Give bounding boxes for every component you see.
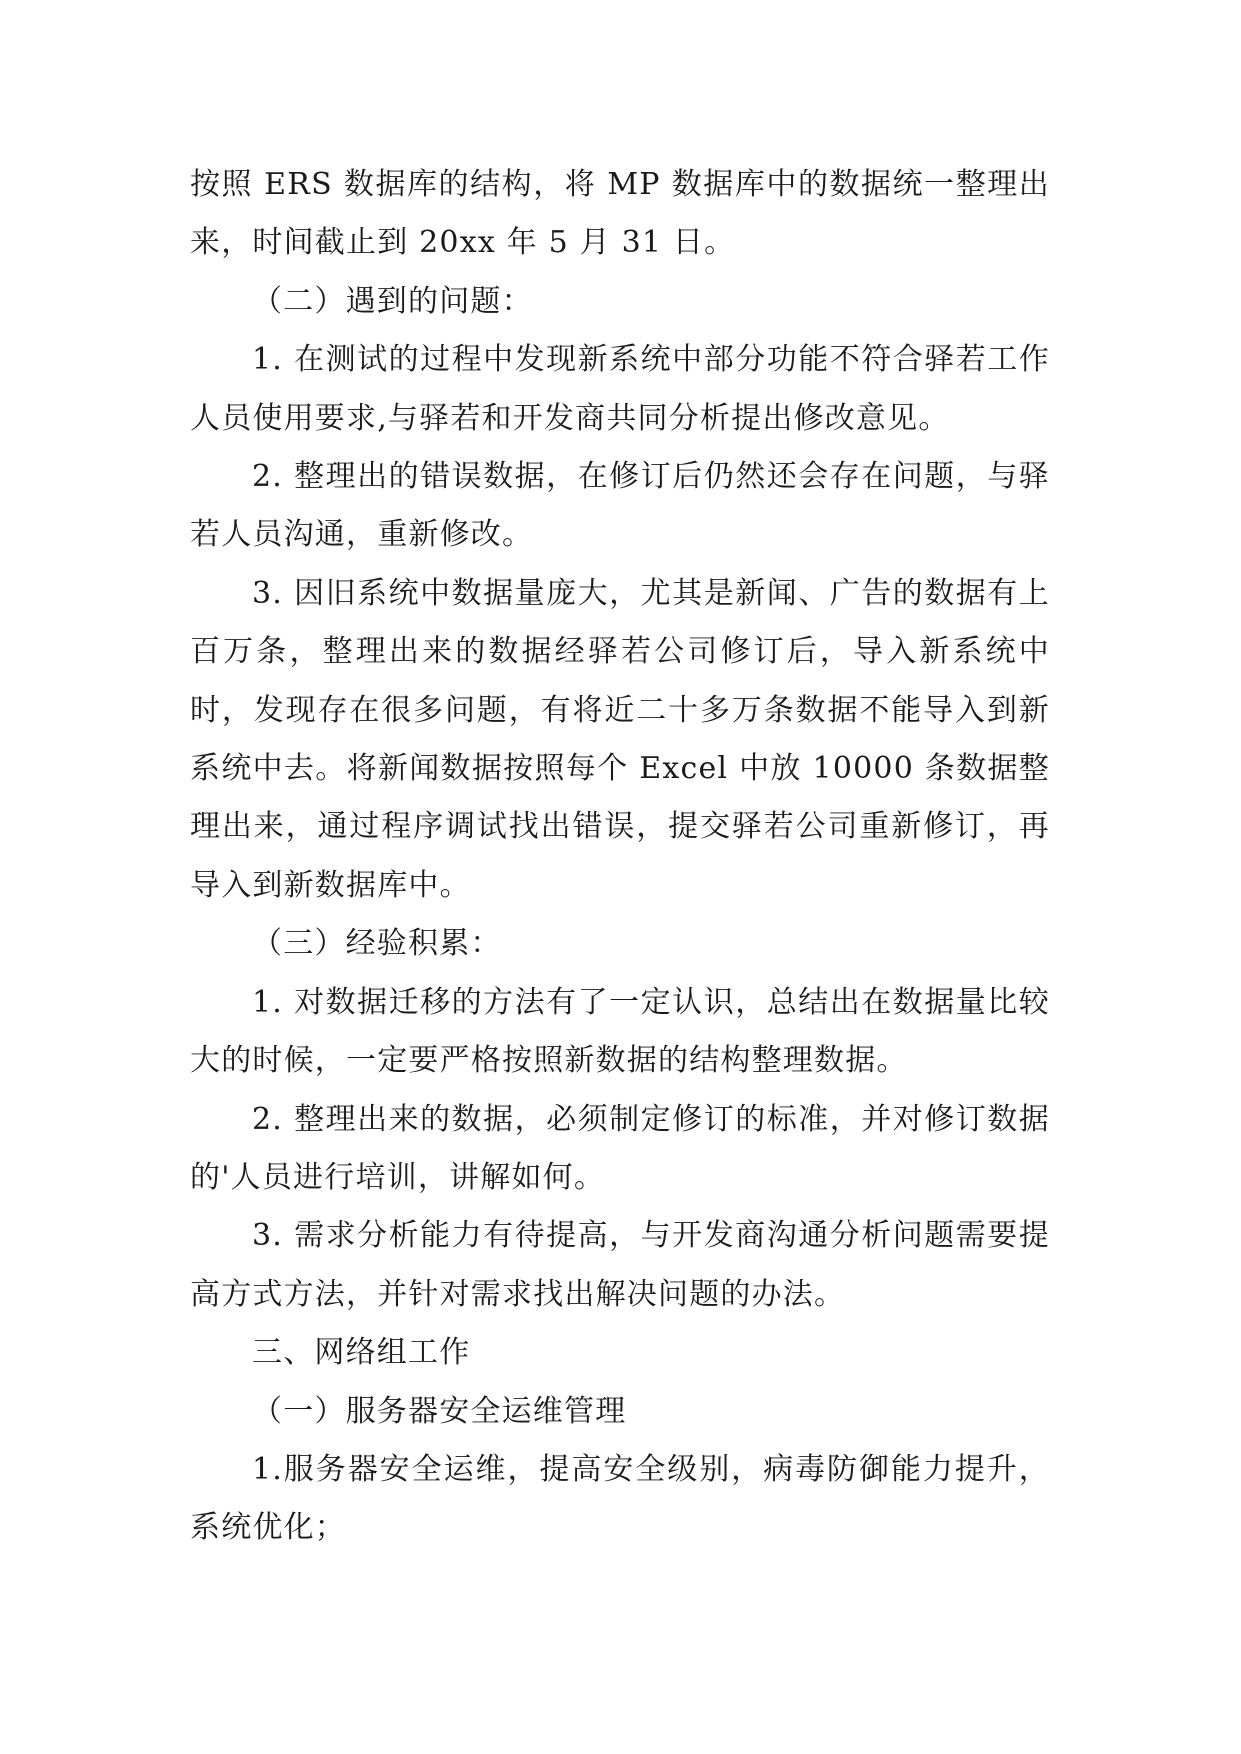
heading-problems-encountered: （二）遇到的问题： — [252, 283, 533, 319]
experience-item-1: 1. 对数据迁移的方法有了一定认识，总结出在数据量比较大的时候，一定要严格按照新数据的结构整理数据。 — [190, 984, 1050, 1079]
subheading-server-security: （一）服务器安全运维管理 — [252, 1393, 627, 1429]
problem-item-3: 3. 因旧系统中数据量庞大，尤其是新闻、广告的数据有上百万条，整理出来的数据经驿若公司修订后，导入新系统中时，发现存在很多问题，有将近二十多万条数据不能导入到新系统中去。将新闻数据按照每个 Excel 中放 10000 条数据整理出来，通过程序调试找出错误，提交驿若公司重新修订，再导入到新数据库中。 — [190, 575, 1050, 903]
problem-item-2: 2. 整理出的错误数据，在修订后仍然还会存在问题，与驿若人员沟通，重新修改。 — [190, 459, 1050, 553]
experience-item-2: 2. 整理出来的数据，必须制定修订的标准，并对修订数据的'人员进行培训，讲解如何。 — [190, 1101, 1050, 1195]
problem-item-1: 1. 在测试的过程中发现新系统中部分功能不符合驿若工作人员使用要求,与驿若和开发商共同分析提出修改意见。 — [190, 342, 1050, 436]
experience-item-3: 3. 需求分析能力有待提高，与开发商沟通分析问题需要提高方式方法，并针对需求找出解决问题的办法。 — [190, 1218, 1050, 1312]
server-item-1: 1.服务器安全运维，提高安全级别，病毒防御能力提升，系统优化； — [190, 1451, 1050, 1546]
paragraph-data-consolidation: 按照 ERS 数据库的结构，将 MP 数据库中的数据统一整理出来，时间截止到 20xx 年 5 月 31 日。 — [190, 167, 1050, 261]
heading-experience: （三）经验积累： — [252, 926, 502, 962]
document-body — [190, 156, 1050, 1558]
section-heading-network-group: 三、网络组工作 — [252, 1335, 471, 1371]
